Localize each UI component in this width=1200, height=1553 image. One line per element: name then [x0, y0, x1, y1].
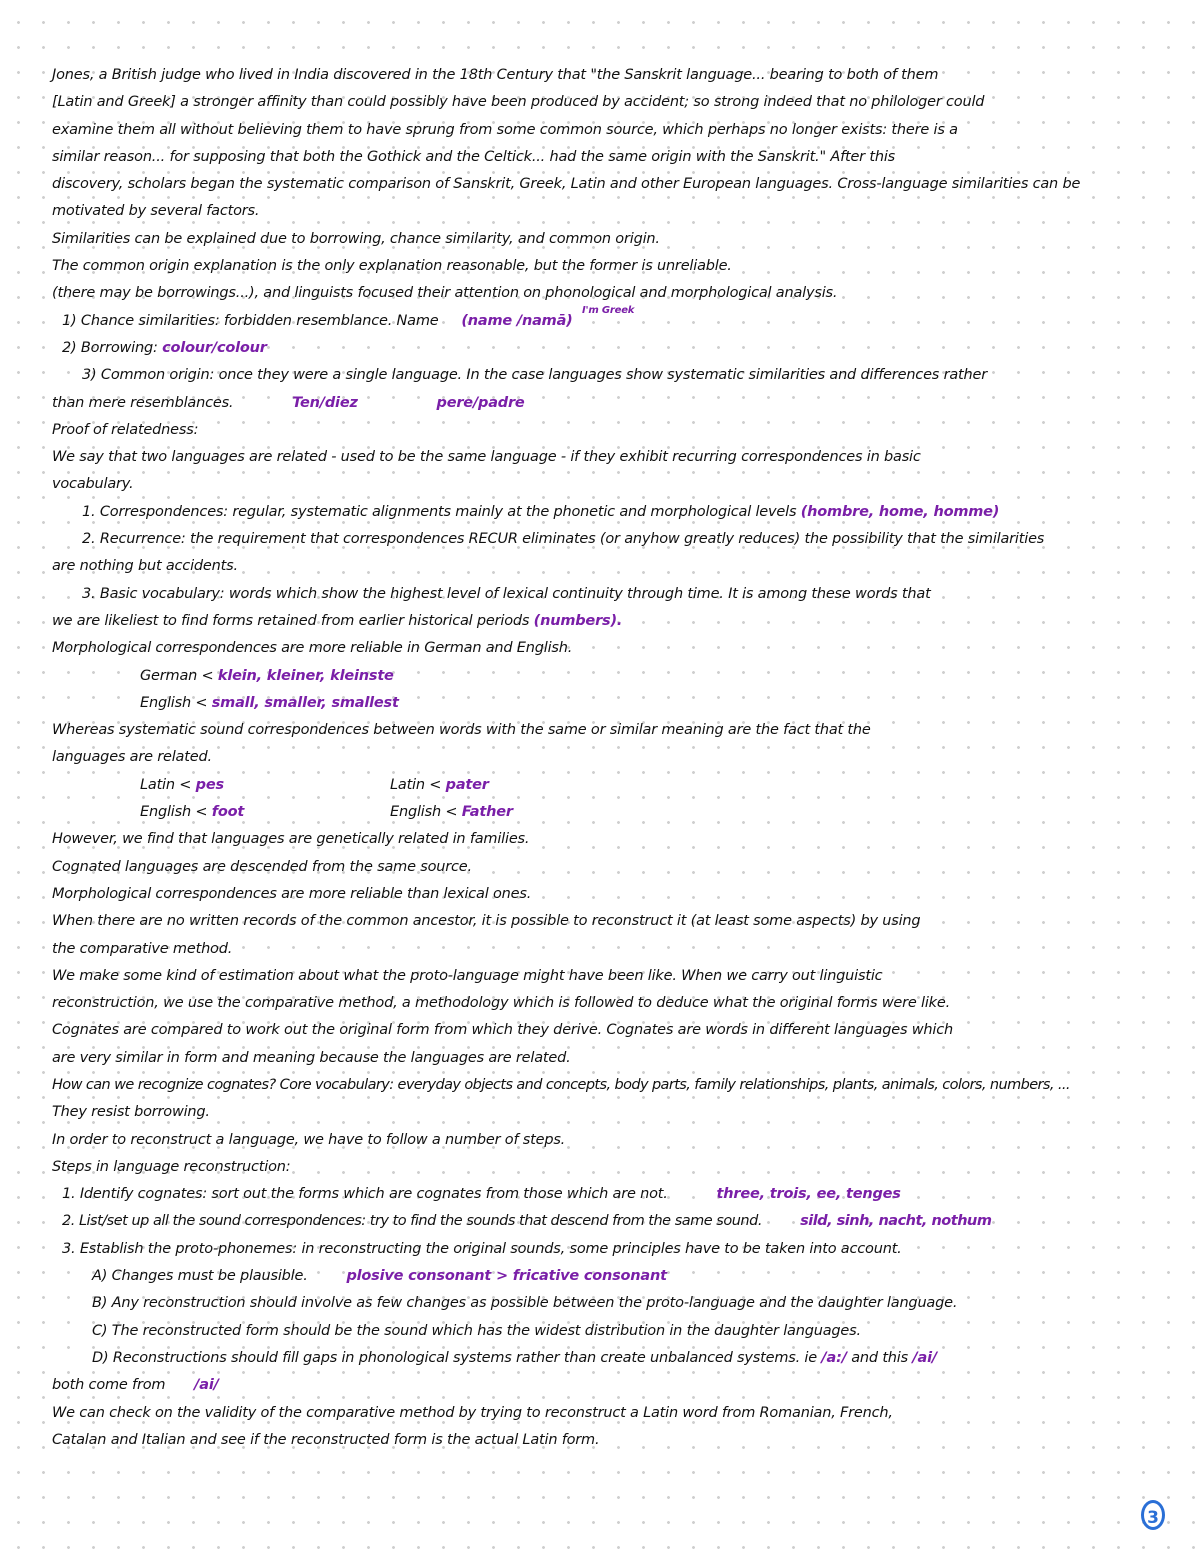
- text-line: However, we find that languages are genetically related in families.: [52, 831, 530, 848]
- list-item-recurrence: 2. Recurrence: the requirement that correspondences RECUR eliminates (or anyhow greatly reduces) the possibility that the similarities: [82, 531, 1045, 548]
- example-pair-row: [52, 799, 1177, 826]
- handwritten-note: Ten/diez: [292, 394, 358, 411]
- text-line: examine them all without believing them to have sprung from some common source, which perhaps no longer exists: there is a: [52, 121, 958, 138]
- text-line: (there may be borrowings...), and linguists focused their attention on phonological and morphological analysis.: [52, 285, 838, 302]
- text-line: languages are related.: [52, 749, 212, 766]
- list-item-chance: [52, 304, 1177, 335]
- list-item-borrowing: [52, 335, 1177, 362]
- example-english: [52, 690, 1177, 717]
- handwritten-note: sild, sinh, nacht, nothum: [800, 1213, 992, 1230]
- step-list-correspondences: [52, 1208, 1177, 1235]
- list-item-basic-vocabulary: 3. Basic vocabulary: words which show the highest level of lexical continuity through time. It is among these words that: [82, 585, 931, 602]
- page-number-badge: 3: [1141, 1500, 1165, 1530]
- text-line: Similarities can be explained due to borrowing, chance similarity, and common origin.: [52, 230, 660, 247]
- item-text: we are likeliest to find forms retained from earlier historical periods: [52, 612, 530, 629]
- principle-item: [52, 1345, 1177, 1372]
- handwritten-note-small: I'm Greek: [582, 304, 635, 316]
- text-line: similar reason... for supposing that both the Gothick and the Celtick... had the same origin with the Sanskrit." After this: [52, 148, 896, 165]
- step-identify-cognates: [52, 1181, 1177, 1208]
- example-value: foot: [211, 804, 245, 821]
- text-line: motivated by several factors.: [52, 203, 260, 220]
- text-line: We say that two languages are related - used to be the same language - if they exhibit recurring correspondences in basic: [52, 449, 921, 466]
- text-line: Catalan and Italian and see if the reconstructed form is the actual Latin form.: [52, 1431, 600, 1448]
- handwritten-note: pere/padre: [436, 394, 525, 411]
- example-pair-row: [52, 772, 1177, 799]
- list-item-common-origin: 3) Common origin: once they were a single language. In the case languages show systematic similarities and differences rather: [82, 367, 987, 384]
- item-text: 2) Borrowing:: [62, 339, 158, 356]
- text-line: vocabulary.: [52, 476, 134, 493]
- text-line: [Latin and Greek] a stronger affinity than could possibly have been produced by accident; so strong indeed that no philologer could: [52, 94, 985, 111]
- item-text: and this: [851, 1349, 908, 1366]
- item-text: 1) Chance similarities: forbidden resemblance. Name: [62, 312, 439, 329]
- example-label: English <: [140, 694, 208, 711]
- text-line: reconstruction, we use the comparative method, a methodology which is followed to deduce what the original forms were like.: [52, 995, 950, 1012]
- text-line: Cognated languages are descended from the same source.: [52, 858, 472, 875]
- notes-page: [52, 62, 1177, 1454]
- handwritten-note: (name /namā): [461, 312, 573, 329]
- example-german: [52, 663, 1177, 690]
- handwritten-note: /ai/: [194, 1377, 219, 1394]
- example-label: German <: [140, 667, 214, 684]
- example-label: Latin <: [140, 776, 192, 793]
- example-value: pes: [195, 776, 224, 793]
- example-value: Father: [461, 804, 513, 821]
- item-text: 2. List/set up all the sound correspondences: try to find the sounds that descend from the same sound.: [62, 1213, 762, 1230]
- text-line: When there are no written records of the common ancestor, it is possible to reconstruct it (at least some aspects) by using: [52, 913, 921, 930]
- handwritten-note: plosive consonant > fricative consonant: [346, 1268, 667, 1285]
- example-value: klein, kleiner, kleinste: [217, 667, 394, 684]
- text-line: Cognates are compared to work out the original form from which they derive. Cognates are words in different languages which: [52, 1022, 953, 1039]
- example-pair-right: [390, 799, 513, 826]
- handwritten-note: /a:/: [821, 1349, 847, 1366]
- text-line: Steps in language reconstruction:: [52, 1158, 291, 1175]
- step-establish-proto-phonemes: 3. Establish the proto-phonemes: in reconstructing the original sounds, some principles have to be taken into account.: [62, 1240, 902, 1257]
- handwritten-note: (numbers).: [533, 612, 623, 629]
- handwritten-note: (hombre, home, homme): [800, 503, 1000, 520]
- text-line: Whereas systematic sound correspondences between words with the same or similar meaning are the fact that the: [52, 722, 871, 739]
- example-value: small, smaller, smallest: [211, 694, 399, 711]
- example-value: pater: [445, 776, 489, 793]
- text-line: are nothing but accidents.: [52, 558, 238, 575]
- item-text: 1. Correspondences: regular, systematic alignments mainly at the phonetic and morphological levels: [82, 503, 797, 520]
- text-line: How can we recognize cognates? Core vocabulary: everyday objects and concepts, body parts, family relationships, plants, animals, colors, numbers, ...: [52, 1076, 1070, 1093]
- text-line: The common origin explanation is the only explanation reasonable, but the former is unreliable.: [52, 258, 732, 275]
- text-line: [52, 390, 1177, 417]
- text-line: are very similar in form and meaning because the languages are related.: [52, 1049, 571, 1066]
- item-text: D) Reconstructions should fill gaps in phonological systems rather than create unbalanced systems. ie: [92, 1349, 817, 1366]
- text-line: Jones, a British judge who lived in India discovered in the 18th Century that "the Sanskrit language... bearing to both of them: [52, 67, 939, 83]
- text-line: We make some kind of estimation about what the proto-language might have been like. When we carry out linguistic: [52, 967, 883, 984]
- item-text: A) Changes must be plausible.: [92, 1268, 308, 1285]
- example-label: Latin <: [390, 776, 442, 793]
- text-line: They resist borrowing.: [52, 1104, 210, 1121]
- text-line: In order to reconstruct a language, we have to follow a number of steps.: [52, 1131, 566, 1148]
- text-line: Proof of relatedness:: [52, 421, 199, 438]
- example-pair-right: [390, 772, 489, 799]
- text-line: Morphological correspondences are more reliable in German and English.: [52, 640, 573, 657]
- example-label: English <: [390, 804, 458, 821]
- text-line: [52, 1372, 1177, 1399]
- item-text: 1. Identify cognates: sort out the forms which are cognates from those which are not.: [62, 1186, 668, 1203]
- item-text: both come from: [52, 1377, 166, 1394]
- text-line: We can check on the validity of the comparative method by trying to reconstruct a Latin word from Romanian, French,: [52, 1404, 893, 1421]
- text-line: [52, 608, 1177, 635]
- text-line: the comparative method.: [52, 940, 233, 957]
- principle-item: C) The reconstructed form should be the sound which has the widest distribution in the daughter languages.: [92, 1322, 861, 1339]
- handwritten-note: three, trois, ee, tenges: [716, 1186, 901, 1203]
- item-text: than mere resemblances.: [52, 394, 234, 411]
- text-line: Morphological correspondences are more reliable than lexical ones.: [52, 885, 532, 902]
- handwritten-note: colour/colour: [162, 339, 267, 356]
- principle-item: [52, 1263, 1177, 1290]
- example-label: English <: [140, 804, 208, 821]
- list-item-correspondences: [52, 499, 1177, 526]
- principle-item: B) Any reconstruction should involve as few changes as possible between the proto-language and the daughter language.: [92, 1295, 958, 1312]
- handwritten-note: /ai/: [912, 1349, 937, 1366]
- text-line: discovery, scholars began the systematic comparison of Sanskrit, Greek, Latin and other European languages. Cross-language similarities can be: [52, 176, 1081, 193]
